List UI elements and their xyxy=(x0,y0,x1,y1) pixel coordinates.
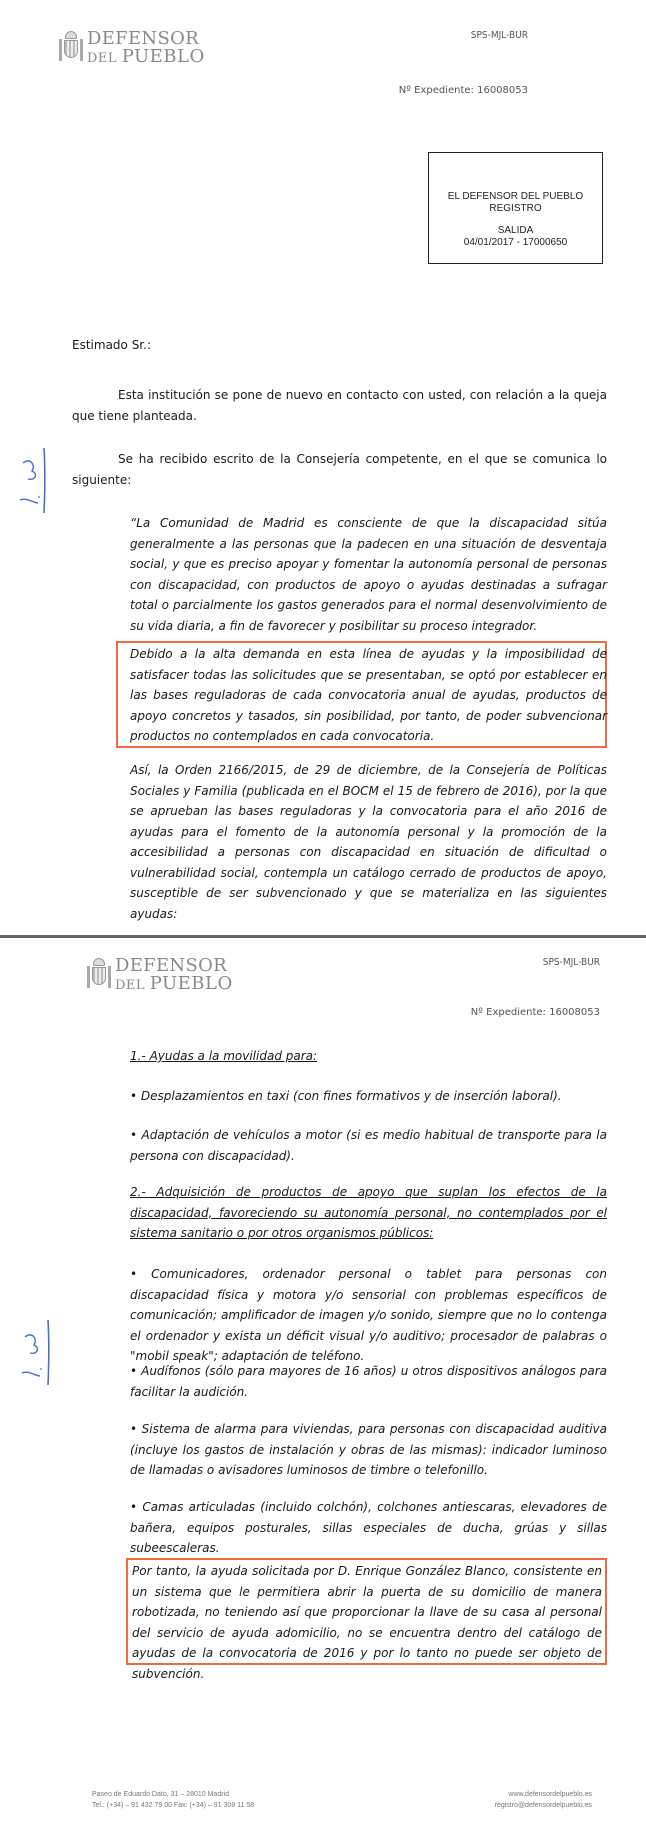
list-item: • Desplazamientos en taxi (con fines formativos y de inserción laboral). xyxy=(130,1089,562,1103)
expediente-number-page-2: Nº Expediente: 16008053 xyxy=(470,1007,600,1018)
handwritten-annotation-page-2 xyxy=(10,1317,50,1387)
reference-code: SPS-MJL-BUR xyxy=(470,30,528,41)
logo-line-2-word: PUEBLO xyxy=(149,973,233,994)
list-item: • Sistema de alarma para viviendas, para personas con discapacidad auditiva (incluye los gastos de instalación y obras de las mismas): indicador luminoso de llamadas o avisadores luminosos de timbre o telefonillo. xyxy=(130,1422,607,1477)
intro-paragraph: Esta institución se pone de nuevo en contacto con usted, con relación a la queja que tiene planteada. xyxy=(72,388,607,423)
list-item: • Comunicadores, ordenador personal o tablet para personas con discapacidad física y motora y/o sensorial con problemas específicos de comunicación; amplificador de imagen y/o sonido, siempre que no lo contenga el ordenador y exista un déficit visual y/o auditivo; procesador de palabras o "mobil speak"; adaptación de teléfono. xyxy=(130,1267,607,1363)
footer-phone: Tel.: (+34) – 91 432 79 00 Fax: (+34) – 91 308 11 58 xyxy=(92,1802,255,1809)
handwritten-annotation xyxy=(8,445,48,515)
defensor-logo-page-2 xyxy=(86,957,233,993)
footer-contact-block xyxy=(495,1789,592,1811)
section-heading-1: 1.- Ayudas a la movilidad para: xyxy=(130,1049,318,1063)
handwritten-mark-icon xyxy=(8,445,48,515)
conclusion-paragraph-highlighted: Por tanto, la ayuda solicitada por D. Enrique González Blanco, consistente en un sistema que le permitiera abrir la puerta de su domicilio de manera robotizada, no teniendo así que proporcionar la llave de su casa al personal del servicio de ayuda adomicilio, no se encuentra dentro del catálogo de ayudas de la convocatoria de 2016 y por lo tanto no puede ser objeto de subvención. xyxy=(132,1564,602,1681)
quote-paragraph-1: “La Comunidad de Madrid es consciente de que la discapacidad sitúa generalmente a las personas que la padecen en una situación de desventaja social, y que es preciso apoyar y fomentar la autonomía personal de personas con discapacidad, con productos de apoyo o ayudas destinadas a sufragar total o parcialmente los gastos generados para el normal desenvolvimiento de su vida diaria, a fin de favorecer y posibilitar su proceso integrador. xyxy=(130,516,607,633)
list-item: • Adaptación de vehículos a motor (si es medio habitual de transporte para la persona con discapacidad). xyxy=(130,1128,607,1163)
section-heading-2: 2.- Adquisición de productos de apoyo que suplan los efectos de la discapacidad, favoreciendo su autonomía personal, no contemplados por el sistema sanitario o por otros organismos públicos: xyxy=(130,1185,607,1240)
logo-line-1: DEFENSOR xyxy=(115,955,227,976)
coat-of-arms-icon xyxy=(86,958,112,992)
logo-line-2-prefix: DEL xyxy=(115,978,146,993)
handwritten-mark-icon xyxy=(10,1317,50,1387)
expediente-number: Nº Expediente: 16008053 xyxy=(398,85,528,96)
logo-line-2-word: PUEBLO xyxy=(121,46,205,67)
list-item: • Camas articuladas (incluido colchón), colchones antiescaras, elevadores de bañera, equipos posturales, sillas especiales de ducha, grúas y sillas subeescaleras. xyxy=(130,1500,607,1555)
quote-paragraph-highlighted: Debido a la alta demanda en esta línea de ayudas y la imposibilidad de satisfacer todas las solicitudes que se presentaban, se optó por establecer en las bases reguladoras de cada convocatoria anual de ayudas, productos de apoyo concretos y tasados, sin posibilidad, por tanto, de poder subvencionar productos no contemplados en cada convocatoria. xyxy=(130,647,607,743)
footer-address-block xyxy=(92,1789,254,1811)
quote-paragraph-3: Así, la Orden 2166/2015, de 29 de diciembre, de la Consejería de Políticas Sociales y Familia (publicada en el BOCM el 15 de febrero de 2016), por la que se aprueban las bases reguladoras y la convocatoria para el año 2016 de ayudas para el fomento de la autonomía personal y la promoción de la accesibilidad a personas con discapacidad en situación de dificultad o vulnerabilidad social, contempla un catálogo cerrado de productos de apoyo, susceptible de ser subvencionado y que se materializa en las siguientes ayudas: xyxy=(130,763,607,921)
footer-website-link[interactable]: www.defensordelpueblo.es xyxy=(508,1791,592,1798)
footer-email-link[interactable]: registro@defensordelpueblo.es xyxy=(494,1802,592,1809)
greeting: Estimado Sr.: xyxy=(72,338,151,352)
coat-of-arms-icon xyxy=(58,31,84,65)
logo-line-2-prefix: DEL xyxy=(87,51,118,66)
stamp-line-3: SALIDA xyxy=(497,225,534,236)
stamp-line-2: REGISTRO xyxy=(489,203,542,214)
reference-code-page-2: SPS-MJL-BUR xyxy=(542,957,600,968)
stamp-line-4: 04/01/2017 - 17000650 xyxy=(463,237,568,248)
defensor-logo xyxy=(58,30,205,66)
logo-line-1: DEFENSOR xyxy=(87,28,199,49)
page-divider xyxy=(0,935,646,938)
footer-address: Paseo de Eduardo Dato, 31 – 28010 Madrid xyxy=(92,1791,229,1798)
consejeria-paragraph: Se ha recibido escrito de la Consejería competente, en el que se comunica lo siguiente: xyxy=(72,452,607,487)
letter-page-2 xyxy=(0,939,646,1834)
registry-stamp xyxy=(428,152,603,264)
list-item: • Audífonos (sólo para mayores de 16 años) u otros dispositivos análogos para facilitar la audición. xyxy=(130,1364,607,1399)
stamp-line-1: EL DEFENSOR DEL PUEBLO xyxy=(447,191,584,202)
